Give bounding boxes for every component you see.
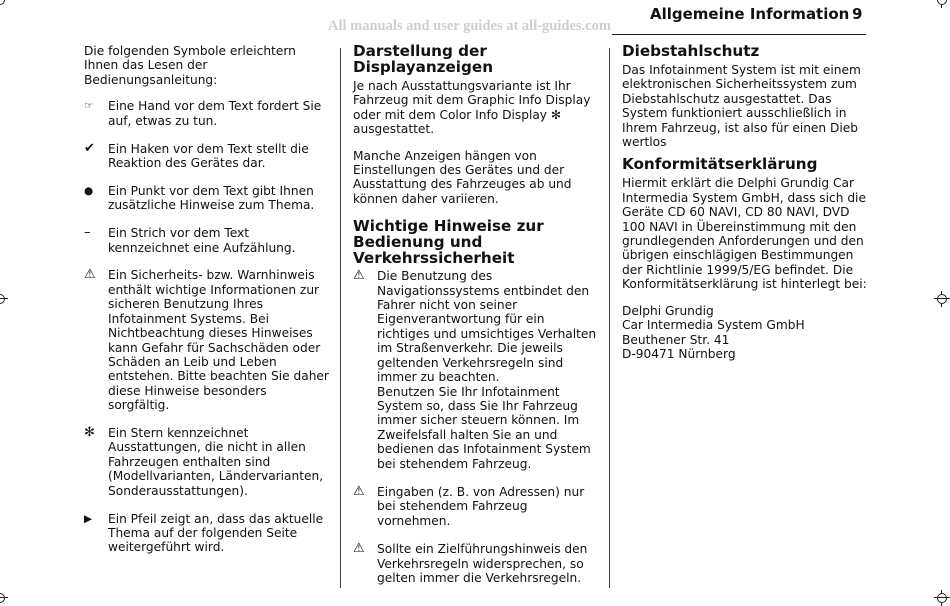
watermark: All manuals and user guides at all-guides.com	[328, 18, 611, 34]
symbol-item-hand	[84, 99, 330, 128]
section-heading: Darstellung der Displayanzeigen	[353, 42, 494, 76]
symbol-item-dash	[84, 226, 330, 255]
symbol-item-text: Ein Stern kennzeichnet Ausstattungen, die nicht in allen Fahrzeugen enthalten sind (Modellvarianten, Ländervarianten, Sonderausstattungen).	[108, 426, 324, 498]
warning-triangle-icon: ⚠	[353, 541, 365, 557]
bullet-dot-icon: ●	[84, 184, 94, 197]
column-theft-protection	[622, 43, 868, 361]
warning-item-text: Benutzen Sie Ihr Infotainment System so, dass Sie Ihr Fahrzeug immer sicher steuern können. Im Zweifelsfall halten Sie an und bedienen das Infotainment System bei stehendem Fahrzeug.	[377, 384, 591, 471]
symbol-item-check	[84, 142, 330, 171]
display-variation-paragraph: Manche Anzeigen hängen von Einstellungen des Gerätes und der Ausstattung des Fahrzeuges ab und können daher variieren.	[353, 148, 572, 206]
page-number: 9	[852, 5, 863, 23]
arrow-right-icon: ▶	[84, 512, 93, 525]
warning-triangle-icon: ⚠	[353, 268, 365, 284]
address-line: Car Intermedia System GmbH	[622, 318, 805, 333]
registration-mark-icon	[934, 590, 950, 606]
symbol-item-text: Ein Strich vor dem Text kennzeichnet eine Aufzählung.	[108, 226, 296, 255]
symbol-item-text: Eine Hand vor dem Text fordert Sie auf, etwas zu tun.	[108, 99, 322, 128]
dash-icon: –	[84, 225, 91, 241]
registration-mark-icon	[934, 0, 950, 8]
column-symbols	[84, 43, 330, 568]
warning-item-text: Eingaben (z. B. von Adressen) nur bei stehendem Fahrzeug vornehmen.	[377, 484, 585, 528]
warning-item-text: Die Benutzung des Navigationssystems entbindet den Fahrer nicht von seiner Eigenverantwortung für ein richtiges und umsichtiges Verhalten im Straßenverkehr. Die jeweils geltenden Verkehrsregeln sind immer zu beachten.	[377, 269, 597, 385]
symbol-item-dot	[84, 184, 330, 213]
symbol-item-text: Ein Sicherheits- bzw. Warnhinweis enthält wichtige Informationen zur sicheren Benutzung Ihres Infotainment Systems. Bei Nichtbeachtung dieses Hinweises kann Gefahr für Sachschäden oder Schäden an Leib und Leben entstehen. Bitte beachten Sie daher diese Hinweise besonders sorgfältig.	[108, 268, 329, 413]
address-block	[622, 304, 868, 362]
address-line: Beuthener Str. 41	[622, 332, 730, 347]
warning-item-body	[377, 269, 599, 471]
asterisk-star-icon: ✻	[550, 107, 562, 122]
warning-item	[353, 542, 599, 585]
symbol-item-warning	[84, 268, 330, 412]
address-line: D-90471 Nürnberg	[622, 346, 736, 361]
conformity-paragraph: Hiermit erklärt die Delphi Grundig Car Intermedia System GmbH, dass sich die Geräte CD 60 NAVI, CD 80 NAVI, DVD 100 NAVI in Übereinstimmung mit den grundlegenden Anforderungen und den übrigen einschlägigen Bestimmungen der Richtlinie 1999/5/EG befindet. Die Konformitätserklärung ist hinterlegt bei:	[622, 176, 867, 292]
warning-item	[353, 269, 599, 471]
column-divider	[340, 48, 341, 588]
warning-triangle-icon: ⚠	[353, 483, 365, 499]
symbols-intro: Die folgenden Symbole erleichtern Ihnen das Lesen der Bedienungsanleitung:	[84, 44, 296, 87]
section-heading: Diebstahlschutz	[622, 42, 760, 60]
column-divider	[609, 48, 610, 588]
display-paragraph	[353, 79, 599, 137]
symbol-item-star	[84, 426, 330, 498]
symbol-item-text: Ein Haken vor dem Text stellt die Reaktion des Gerätes dar.	[108, 141, 309, 170]
registration-mark-icon	[0, 291, 8, 307]
header-rule	[612, 34, 866, 35]
theft-protection-paragraph: Das Infotainment System ist mit einem elektronischen Sicherheitssystem zum Diebstahlschutz ausgestattet. Das System funktioniert ausschließlich in Ihrem Fahrzeug, ist also für einen Dieb wertlos	[622, 63, 861, 150]
warning-item	[353, 485, 599, 528]
symbol-item-text: Ein Pfeil zeigt an, dass das aktuelle Thema auf der folgenden Seite weitergeführt wird.	[108, 511, 324, 555]
asterisk-star-icon: ✻	[84, 425, 95, 441]
symbol-item-arrow	[84, 512, 330, 555]
display-paragraph-text: ausgestattet.	[353, 122, 435, 137]
pointing-hand-icon: ☞	[84, 100, 94, 113]
symbol-item-text: Ein Punkt vor dem Text gibt Ihnen zusätzliche Hinweise zum Thema.	[108, 183, 315, 213]
column-display	[353, 43, 599, 599]
registration-mark-icon	[0, 590, 8, 606]
section-heading: Wichtige Hinweise zur Bedienung und Verkehrssicherheit	[353, 217, 544, 268]
section-heading: Konformitätserklärung	[622, 155, 818, 174]
registration-mark-icon	[934, 291, 950, 307]
address-line: Delphi Grundig	[622, 303, 714, 318]
registration-mark-icon	[0, 0, 8, 8]
page-header-title: Allgemeine Information	[650, 5, 850, 23]
warning-item-text: Sollte ein Zielführungshinweis den Verkehrsregeln widersprechen, so gelten immer die Verkehrsregeln.	[377, 542, 588, 585]
checkmark-icon: ✔	[84, 140, 95, 156]
display-paragraph-text: Je nach Ausstattungsvariante ist Ihr Fahrzeug mit dem Graphic Info Display oder mit dem Color Info Display	[353, 79, 591, 122]
warning-triangle-icon: ⚠	[84, 267, 96, 283]
